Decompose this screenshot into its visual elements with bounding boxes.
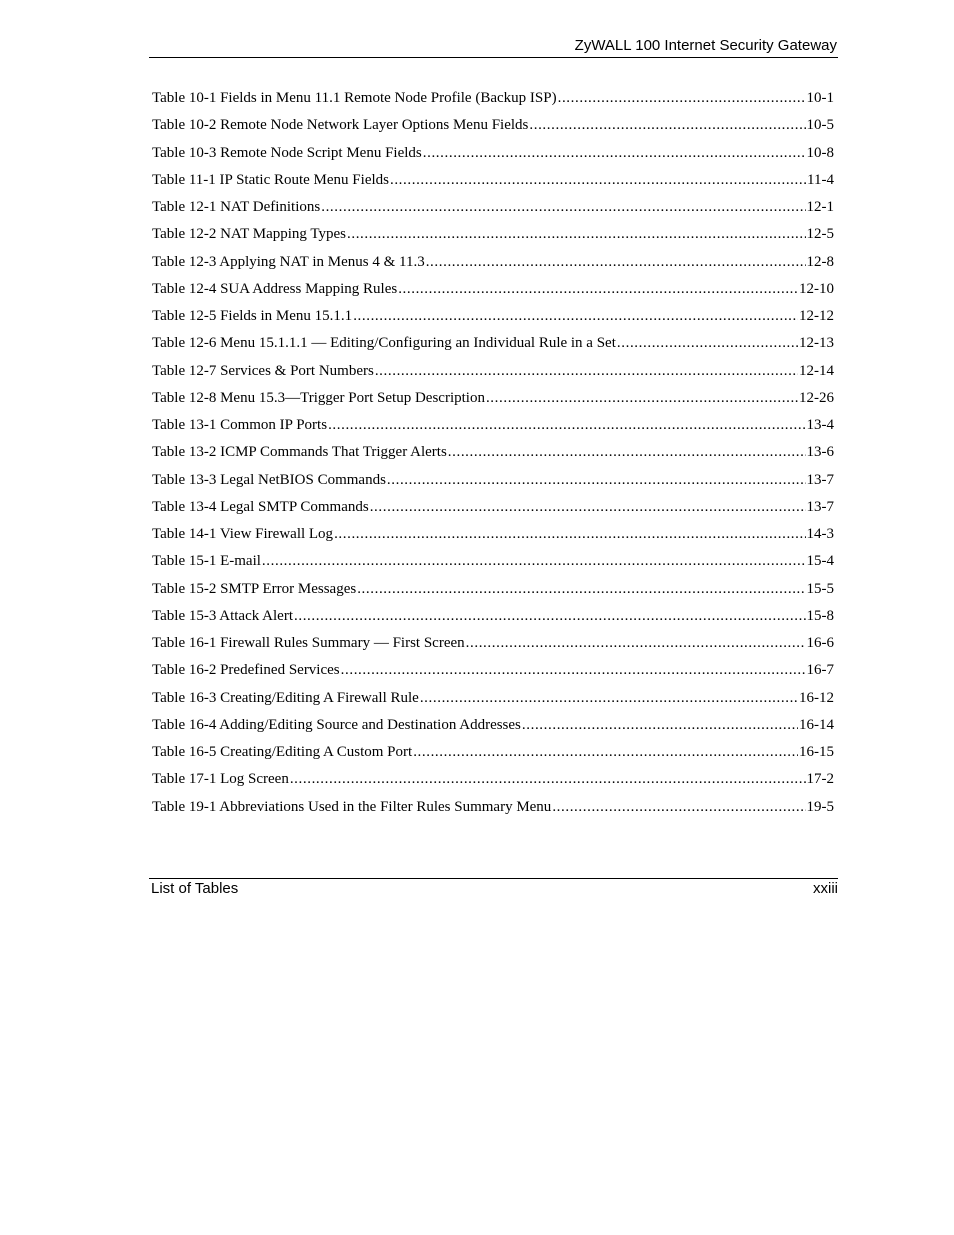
toc-entry-title: Table 13-3 Legal NetBIOS Commands [152, 471, 386, 488]
running-header-title: ZyWALL 100 Internet Security Gateway [574, 37, 837, 54]
toc-entry[interactable] [152, 742, 834, 769]
toc-entry-page: 19-5 [806, 798, 834, 815]
toc-entry-title: Table 12-7 Services & Port Numbers [152, 362, 374, 379]
toc-entry-title: Table 12-3 Applying NAT in Menus 4 & 11.3 [152, 253, 425, 270]
toc-entry-page: 12-1 [806, 199, 834, 215]
toc-entry-title: Table 12-4 SUA Address Mapping Rules [152, 280, 398, 297]
dot-leader [357, 579, 805, 599]
toc-entry-page: 12-26 [799, 389, 834, 406]
toc-entry[interactable] [152, 170, 834, 197]
dot-leader [522, 715, 798, 735]
toc-entry-page: 13-4 [806, 417, 834, 433]
toc-entry-title: Table 13-2 ICMP Commands That Trigger Alerts [152, 444, 447, 461]
toc-entry-page: 12-8 [806, 253, 834, 270]
list-of-tables [152, 88, 834, 824]
toc-entry-title: Table 19-1 Abbreviations Used in the Filter Rules Summary Menu [152, 798, 552, 815]
toc-entry[interactable] [152, 333, 834, 360]
toc-entry[interactable] [152, 606, 834, 633]
toc-entry-title: Table 12-1 NAT Definitions [152, 199, 321, 215]
toc-entry-title: Table 11-1 IP Static Route Menu Fields [152, 171, 389, 188]
dot-leader [486, 388, 798, 408]
toc-entry-page: 13-7 [806, 471, 834, 488]
toc-entry-title: Table 12-5 Fields in Menu 15.1.1 [152, 308, 353, 324]
toc-entry[interactable] [152, 497, 834, 524]
toc-entry[interactable] [152, 115, 834, 142]
toc-entry[interactable] [152, 524, 834, 551]
dot-leader [353, 306, 798, 326]
dot-leader [390, 170, 806, 190]
footer-page-number: xxiii [813, 880, 838, 897]
toc-entry-page: 16-6 [806, 635, 834, 651]
toc-entry-title: Table 15-1 E-mail [152, 553, 261, 570]
toc-entry[interactable] [152, 388, 834, 415]
toc-entry-title: Table 12-6 Menu 15.1.1.1 — Editing/Configuring an Individual Rule in a Set [152, 335, 616, 352]
toc-entry-title: Table 16-4 Adding/Editing Source and Destination Addresses [152, 716, 521, 733]
toc-entry-title: Table 10-2 Remote Node Network Layer Options Menu Fields [152, 117, 529, 134]
dot-leader [328, 415, 805, 435]
toc-entry-page: 16-12 [799, 689, 834, 706]
toc-entry[interactable] [152, 143, 834, 170]
toc-entry[interactable] [152, 660, 834, 687]
footer-divider [149, 878, 838, 879]
footer-section-title: List of Tables [151, 880, 239, 897]
toc-entry-title: Table 16-2 Predefined Services [152, 662, 340, 679]
toc-entry[interactable] [152, 797, 834, 824]
toc-entry[interactable] [152, 415, 834, 442]
toc-entry-title: Table 13-4 Legal SMTP Commands [152, 498, 369, 515]
toc-entry-title: Table 13-1 Common IP Ports [152, 417, 328, 433]
toc-entry-page: 15-8 [806, 607, 834, 624]
dot-leader [426, 252, 806, 272]
toc-entry[interactable] [152, 551, 834, 578]
toc-entry-title: Table 10-1 Fields in Menu 11.1 Remote Node Profile (Backup ISP) [152, 90, 557, 106]
dot-leader [529, 115, 805, 135]
dot-leader [290, 769, 806, 789]
dot-leader [423, 143, 806, 163]
toc-entry-page: 12-14 [799, 362, 834, 379]
toc-entry-page: 13-6 [806, 444, 834, 461]
toc-entry-title: Table 16-3 Creating/Editing A Firewall Rule [152, 689, 419, 706]
header-divider [149, 57, 838, 58]
toc-entry-page: 16-15 [799, 744, 834, 760]
toc-entry-page: 10-5 [806, 117, 834, 134]
toc-entry[interactable] [152, 197, 834, 224]
dot-leader [398, 279, 798, 299]
toc-entry-page: 13-7 [806, 498, 834, 515]
toc-entry[interactable] [152, 715, 834, 742]
toc-entry-title: Table 14-1 View Firewall Log [152, 526, 334, 542]
toc-entry-title: Table 12-2 NAT Mapping Types [152, 226, 346, 243]
toc-entry-page: 10-1 [806, 90, 834, 106]
toc-entry-title: Table 15-3 Attack Alert [152, 607, 293, 624]
dot-leader [466, 633, 806, 653]
dot-leader [334, 524, 805, 544]
toc-entry-title: Table 10-3 Remote Node Script Menu Fields [152, 144, 422, 161]
dot-leader [294, 606, 806, 626]
toc-entry[interactable] [152, 252, 834, 279]
dot-leader [347, 224, 806, 244]
toc-entry-title: Table 15-2 SMTP Error Messages [152, 580, 357, 597]
toc-entry-page: 14-3 [806, 526, 834, 542]
toc-entry-title: Table 16-5 Creating/Editing A Custom Port [152, 744, 413, 760]
toc-entry[interactable] [152, 688, 834, 715]
toc-entry[interactable] [152, 633, 834, 660]
dot-leader [552, 797, 805, 817]
toc-entry-title: Table 16-1 Firewall Rules Summary — First Screen [152, 635, 465, 651]
toc-entry-title: Table 12-8 Menu 15.3—Trigger Port Setup Description [152, 389, 485, 406]
toc-entry[interactable] [152, 306, 834, 333]
dot-leader [420, 688, 798, 708]
toc-entry[interactable] [152, 769, 834, 796]
toc-entry-page: 16-7 [806, 662, 834, 679]
toc-entry-page: 11-4 [807, 171, 834, 188]
dot-leader [341, 660, 806, 680]
toc-entry-page: 10-8 [806, 144, 834, 161]
dot-leader [370, 497, 806, 517]
dot-leader [262, 551, 806, 571]
toc-entry-page: 12-10 [799, 280, 834, 297]
dot-leader [387, 470, 806, 490]
dot-leader [413, 742, 798, 762]
toc-entry[interactable] [152, 579, 834, 606]
toc-entry[interactable] [152, 442, 834, 469]
toc-entry-page: 15-4 [806, 553, 834, 570]
dot-leader [617, 333, 798, 353]
dot-leader [448, 442, 806, 462]
toc-entry[interactable] [152, 224, 834, 251]
toc-entry-page: 12-13 [799, 335, 834, 352]
toc-entry-page: 12-12 [799, 308, 834, 324]
dot-leader [321, 197, 805, 217]
dot-leader [375, 361, 798, 381]
toc-entry[interactable] [152, 361, 834, 388]
toc-entry-title: Table 17-1 Log Screen [152, 771, 289, 788]
dot-leader [558, 88, 806, 108]
toc-entry[interactable] [152, 88, 834, 115]
toc-entry[interactable] [152, 470, 834, 497]
toc-entry-page: 17-2 [806, 771, 834, 788]
toc-entry-page: 12-5 [806, 226, 834, 243]
toc-entry[interactable] [152, 279, 834, 306]
toc-entry-page: 15-5 [806, 580, 834, 597]
toc-entry-page: 16-14 [799, 716, 834, 733]
